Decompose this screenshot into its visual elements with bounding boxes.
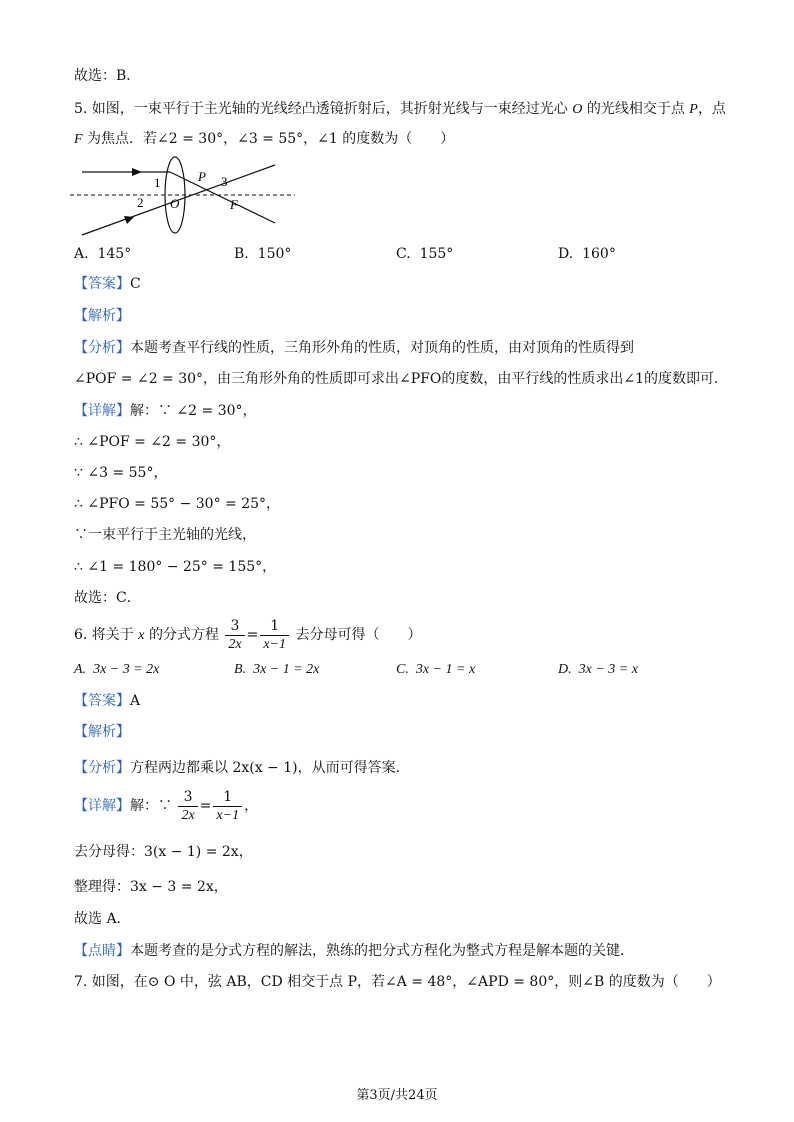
q6-option-a: A. 3x − 3 = 2x [74,662,160,677]
q5-detail-line4: ∴ ∠PFO = 55° − 30° = 25°， [74,496,281,512]
q5-option-b: B. 150° [234,246,292,262]
q6-stem: 6. 将关于 x 的分式方程 $\frac{3}{2x}$ = $\frac{1}{x-1}$ 去分母可得（ ） [74,617,422,652]
q5-option-a: A. 145° [74,246,132,262]
q5-detail-line7: 故选：C． [74,590,141,606]
q6-analysis: 【分析】方程两边都乘以 2x(x − 1)，从而可得答案． [74,760,410,776]
q5-detail-line3: ∵ ∠3 = 55°， [74,465,168,481]
answer-line-prev: 故选：B． [74,68,141,84]
q5-detail-line6: ∴ ∠1 = 180° − 25° = 155°， [74,559,277,575]
q6-option-c: C. 3x − 1 = x [396,662,476,677]
q6-fraction-right: $\frac{1}{x-1}$ [260,618,289,653]
arrow-head-1 [132,168,142,176]
q5-detail-line1: 【详解】解：∵ ∠2 = 30°， [74,403,257,419]
q6-jiexi-heading: 【解析】 [74,724,130,740]
label-O: O [170,196,180,211]
q6-detail-fraction-left: $\frac{3}{2x}$ [178,789,197,824]
arrow-head-2 [124,216,134,224]
q6-remark: 【点睛】本题考查的是分式方程的解法，熟练的把分式方程化为整式方程是解本题的关键． [74,943,634,959]
q5-stem-line1: 5. 如图，一束平行于主光轴的光线经凸透镜折射后，其折射光线与一束经过光心 O 的光线相交于点 P，点 [74,101,726,117]
q6-answer: 【答案】A [74,693,141,709]
q5-analysis-line2: ∠POF = ∠2 = 30°，由三角形外角的性质即可求出∠PFO的度数，由平行线的性质求出∠1的度数即可． [74,371,729,387]
q5-stem-line2: F 为焦点．若∠2 = 30°，∠3 = 55°，∠1 的度数为（ ） [74,131,455,147]
label-P: P [198,169,206,184]
label-2: 2 [137,195,144,210]
q6-detail-line1: 【详解】解：∵ $\frac{3}{2x}$ = $\frac{1}{x-1}$ ， [74,788,259,823]
q5-answer: 【答案】C [74,276,141,292]
q6-fraction-left: $\frac{3}{2x}$ [225,618,244,653]
q6-detail-line3: 整理得：3x − 3 = 2x， [74,879,228,895]
label-F: F [230,197,238,212]
q5-jiexi-heading: 【解析】 [74,308,130,324]
q5-analysis-line1: 【分析】本题考查平行线的性质，三角形外角的性质，对顶角的性质，由对顶角的性质得到 [74,340,634,356]
page-number-footer: 第3页/共24页 [356,1088,438,1103]
q5-detail-line5: ∵一束平行于主光轴的光线， [74,527,256,543]
q6-detail-fraction-right: $\frac{1}{x-1}$ [213,789,242,824]
q5-option-d: D. 160° [558,246,616,262]
q5-option-c: C. 155° [396,246,454,262]
q6-option-d: D. 3x − 3 = x [558,662,638,677]
q6-detail-line2: 去分母得：3(x − 1) = 2x， [74,844,253,860]
q6-detail-line4: 故选 A． [74,911,131,927]
label-3: 3 [221,174,228,189]
label-1: 1 [154,175,161,190]
q5-detail-line2: ∴ ∠POF = ∠2 = 30°， [74,434,231,450]
lens-figure [70,155,300,240]
q6-option-b: B. 3x − 1 = 2x [234,662,320,677]
q7-stem: 7. 如图，在⊙ O 中，弦 AB，CD 相交于点 P，若∠A = 48°，∠APD = 80°，则∠B 的度数为（ ） [74,974,721,990]
